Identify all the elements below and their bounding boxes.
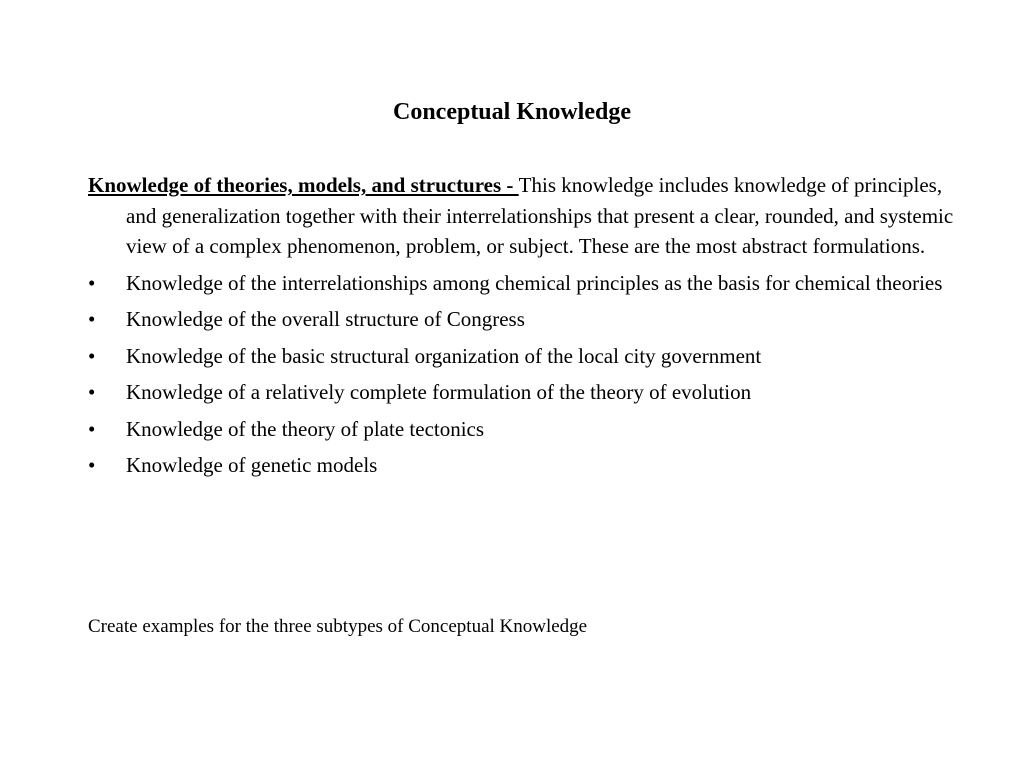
list-item [88,268,958,299]
slide-body [88,170,958,487]
list-item [88,414,958,445]
intro-paragraph [88,170,958,262]
list-item [88,304,958,335]
bullet-icon: • [88,416,96,441]
bullet-icon: • [88,307,96,331]
bullet-icon: • [88,453,96,477]
bullet-icon: • [88,270,96,295]
list-item-text: Knowledge of a relatively complete formulation of the theory of evolution [126,380,752,404]
list-item-text: Knowledge of genetic models [126,453,378,477]
list-item-text: Knowledge of the basic structural organization of the local city government [126,343,762,368]
list-item-text: Knowledge of the interrelationships among chemical principles as the basis for chemical theories [126,270,943,295]
example-list [88,268,958,481]
slide-title: Conceptual Knowledge [392,99,631,125]
intro-lead: Knowledge of theories, models, and structures - [88,173,519,197]
bullet-icon: • [88,380,96,404]
intro-text: This knowledge includes knowledge of principles, and generalization together with their interrelationships that present a clear, rounded, and systemic view of a complex phenomenon, problem, or subject. These are the most abstract formulations. [126,173,954,258]
list-item-text: Knowledge of the overall structure of Congress [126,307,525,331]
footer-note: Create examples for the three subtypes of Conceptual Knowledge [88,616,588,637]
list-item-text: Knowledge of the theory of plate tectonics [126,416,485,441]
list-item [88,450,958,481]
bullet-icon: • [88,343,96,368]
list-item [88,377,958,408]
list-item [88,341,958,372]
